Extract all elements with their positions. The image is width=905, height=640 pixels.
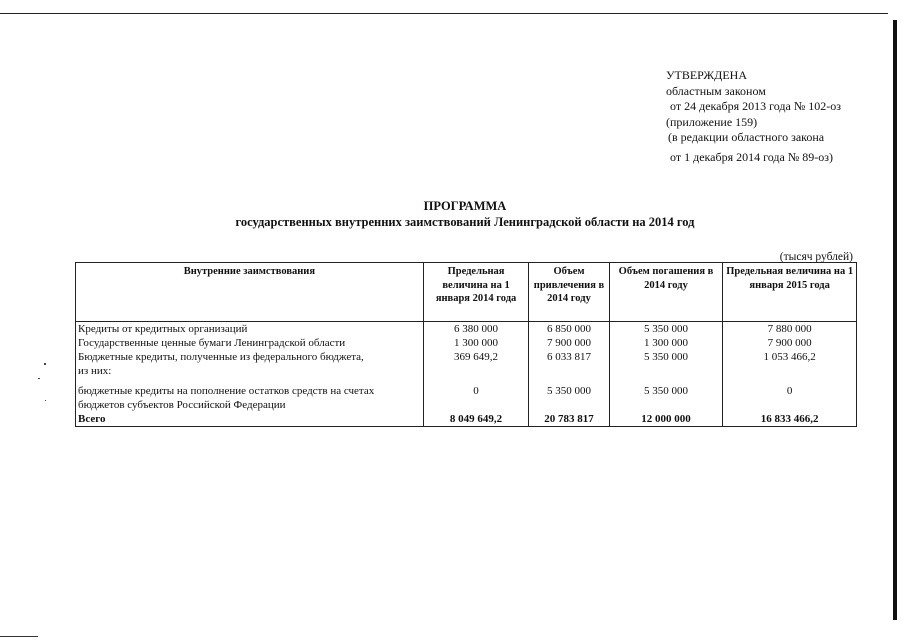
document-subtitle: государственных внутренних заимствований Ленинградской области на 2014 год [235,215,695,229]
table-row [76,350,857,364]
table-cell: 0 [423,384,529,412]
table-header-row [76,263,857,322]
table-cell: бюджетные кредиты на пополнение остатков средств на счетах бюджетов субъектов Российской Федерации [76,384,424,412]
scan-speck [45,400,46,401]
table-cell: Бюджетные кредиты, полученные из федерального бюджета, [76,350,424,364]
table-row [76,364,857,384]
table-cell [423,364,529,384]
table-cell: из них: [76,364,424,384]
document-title: ПРОГРАММА [423,199,507,213]
scan-speck [44,363,46,365]
table-cell: 369 649,2 [423,350,529,364]
table-cell: 5 350 000 [529,384,609,412]
table-cell: Государственные ценные бумаги Ленинградской области [76,336,424,350]
table-cell: 7 900 000 [529,336,609,350]
table-cell: 1 300 000 [609,336,723,350]
table-row [76,336,857,350]
table-cell [609,364,723,384]
table-cell: 0 [723,384,857,412]
column-header: Объем погашения в 2014 году [609,263,723,322]
table-cell: 12 000 000 [609,412,723,427]
column-header: Внутренние заимствования [76,263,424,322]
approval-line: УТВЕРЖДЕНА [666,68,748,82]
scan-edge-bar [893,20,897,620]
approval-block [666,68,841,165]
table-cell: 6 380 000 [423,322,529,337]
table-cell: 6 850 000 [529,322,609,337]
table-cell: 5 350 000 [609,322,723,337]
total-row [76,412,857,427]
table-cell: 16 833 466,2 [723,412,857,427]
table-cell: 1 300 000 [423,336,529,350]
approval-line: от 1 декабря 2014 года № 89-оз) [670,149,834,164]
approval-line: (в редакции областного закона [668,130,825,144]
table-cell: 20 783 817 [529,412,609,427]
top-border-line [0,13,888,14]
table-cell: Кредиты от кредитных организаций [76,322,424,337]
table-cell: 6 033 817 [529,350,609,364]
units-note: (тысяч рублей) [779,251,853,263]
table-cell: 1 053 466,2 [723,350,857,364]
bottom-mark-line [0,636,38,637]
table-cell: 5 350 000 [609,384,723,412]
table-cell: Всего [76,412,424,427]
table-cell: 7 880 000 [723,322,857,337]
table-cell: 7 900 000 [723,336,857,350]
table-cell: 8 049 649,2 [423,412,529,427]
column-header: Объем привлечения в 2014 году [529,263,609,322]
column-header: Предельная величина на 1 января 2015 года [723,263,857,322]
borrowing-table [75,262,857,427]
table-cell [529,364,609,384]
approval-line: (приложение 159) [666,114,758,129]
scan-speck [38,378,40,379]
table-cell: 5 350 000 [609,350,723,364]
approval-line: от 24 декабря 2013 года № 102-оз [670,99,842,113]
table-row [76,322,857,337]
approval-line: областным законом [666,83,766,98]
table-row [76,384,857,412]
column-header: Предельная величина на 1 января 2014 года [423,263,529,322]
table-cell [723,364,857,384]
